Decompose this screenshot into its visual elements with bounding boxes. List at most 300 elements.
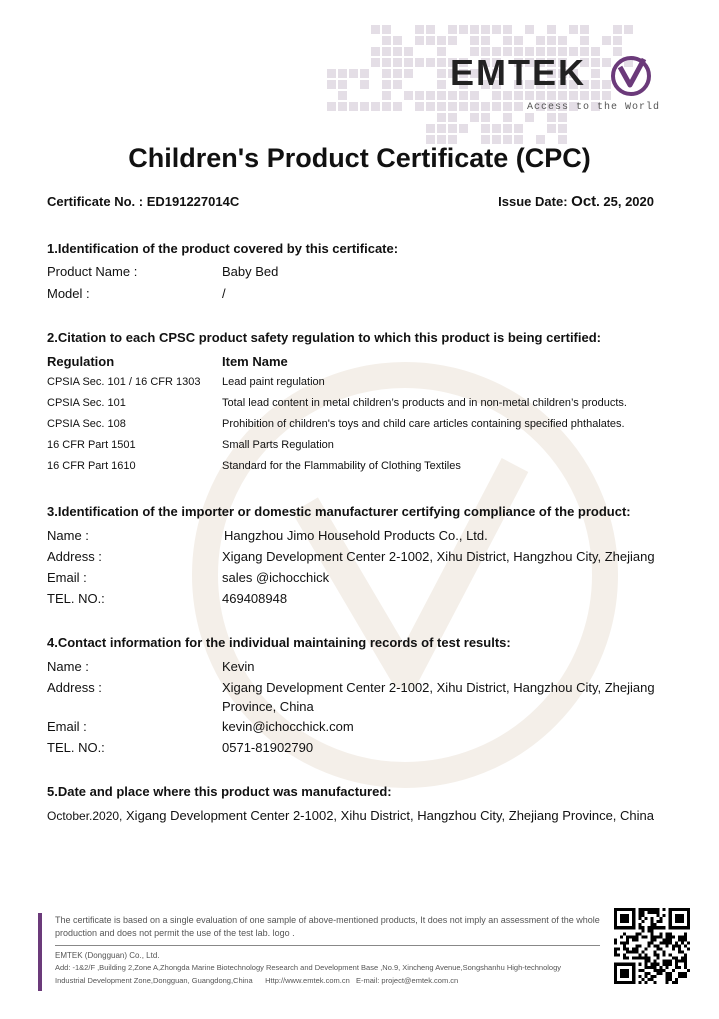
map-dot	[393, 69, 402, 78]
qr-module	[635, 948, 638, 951]
map-dot	[492, 25, 501, 34]
qr-module	[644, 966, 647, 969]
qr-module	[647, 978, 650, 981]
section2-heading: 2.Citation to each CPSC product safety regulation to which this product is being certified:	[47, 330, 601, 345]
map-dot	[481, 124, 490, 133]
manufacture-place: Xigang Development Center 2-1002, Xihu District, Hangzhou City, Zhejiang Province, China	[126, 808, 654, 823]
map-dot	[481, 25, 490, 34]
map-dot	[448, 113, 457, 122]
qr-module	[684, 957, 687, 960]
qr-module	[638, 957, 641, 960]
qr-module	[657, 969, 660, 972]
qr-module	[654, 966, 657, 969]
map-dot	[470, 102, 479, 111]
qr-module	[650, 917, 653, 920]
qr-module	[657, 963, 660, 966]
map-dot	[558, 36, 567, 45]
qr-module	[675, 981, 678, 984]
qr-module	[641, 951, 644, 954]
map-dot	[338, 91, 347, 100]
map-dot	[382, 47, 391, 56]
qr-module	[669, 954, 672, 957]
importer-email-label: Email :	[47, 570, 87, 585]
qr-module	[678, 960, 681, 963]
item-name-cell: Lead paint regulation	[222, 376, 325, 388]
qr-module	[638, 911, 641, 914]
page-title: Children's Product Certificate (CPC)	[128, 143, 591, 173]
map-dot	[613, 36, 622, 45]
contact-name-label: Name :	[47, 659, 89, 674]
qr-module	[678, 972, 681, 975]
certificate-number-label: Certificate No. :	[47, 194, 144, 209]
map-dot	[580, 36, 589, 45]
qr-module	[675, 963, 678, 966]
qr-module	[684, 944, 687, 947]
qr-module	[644, 972, 647, 975]
qr-module	[641, 929, 644, 932]
map-dot	[547, 25, 556, 34]
qr-module	[641, 935, 644, 938]
qr-module	[638, 926, 641, 929]
qr-module	[666, 975, 669, 978]
qr-module	[638, 917, 641, 920]
importer-tel-value: 469408948	[222, 591, 288, 606]
qr-module	[660, 948, 663, 951]
importer-email-value: sales @ichocchick	[222, 570, 330, 585]
map-dot	[525, 25, 534, 34]
qr-module	[660, 966, 663, 969]
map-dot	[404, 91, 413, 100]
qr-module	[675, 966, 678, 969]
qr-module	[638, 954, 641, 957]
qr-module	[641, 926, 644, 929]
map-dot	[415, 25, 424, 34]
map-dot	[624, 25, 633, 34]
map-dot	[470, 113, 479, 122]
qr-module	[650, 966, 653, 969]
qr-module	[669, 978, 672, 981]
importer-address-value: Xigang Development Center 2-1002, Xihu District, Hangzhou City, Zhejiang	[222, 549, 655, 564]
qr-module	[657, 954, 660, 957]
qr-module	[614, 954, 617, 957]
qr-module	[654, 911, 657, 914]
map-dot	[448, 25, 457, 34]
qr-module	[684, 966, 687, 969]
qr-module	[632, 935, 635, 938]
map-dot	[536, 36, 545, 45]
qr-module	[635, 957, 638, 960]
map-dot	[580, 25, 589, 34]
qr-module	[626, 938, 629, 941]
map-dot	[470, 36, 479, 45]
qr-module	[678, 951, 681, 954]
qr-module	[635, 944, 638, 947]
map-dot	[327, 69, 336, 78]
qr-module	[657, 911, 660, 914]
map-dot	[481, 113, 490, 122]
map-dot	[503, 102, 512, 111]
map-dot	[459, 124, 468, 133]
qr-module	[623, 954, 626, 957]
qr-module	[632, 948, 635, 951]
qr-module	[650, 941, 653, 944]
issue-date	[498, 193, 654, 210]
tagline: Access to the World	[527, 102, 661, 113]
map-dot	[481, 36, 490, 45]
map-dot	[371, 47, 380, 56]
issue-date-rest: . 25, 2020	[596, 194, 654, 209]
certificate-number-value: ED191227014C	[146, 194, 240, 209]
map-dot	[470, 25, 479, 34]
map-dot	[459, 25, 468, 34]
qr-module	[669, 932, 672, 935]
map-dot	[404, 69, 413, 78]
qr-module	[638, 932, 641, 935]
qr-module	[632, 957, 635, 960]
qr-module	[657, 908, 660, 911]
qr-module	[678, 975, 681, 978]
qr-module	[644, 917, 647, 920]
map-dot	[415, 58, 424, 67]
qr-module	[632, 938, 635, 941]
qr-module	[641, 914, 644, 917]
map-dot	[437, 58, 446, 67]
map-dot	[393, 102, 402, 111]
qr-module	[617, 948, 620, 951]
map-dot	[426, 58, 435, 67]
contact-tel-label: TEL. NO.:	[47, 740, 105, 755]
map-dot	[437, 80, 446, 89]
map-dot	[382, 58, 391, 67]
qr-module	[660, 935, 663, 938]
qr-module	[650, 978, 653, 981]
qr-module	[666, 944, 669, 947]
qr-module	[660, 969, 663, 972]
importer-tel-label: TEL. NO.:	[47, 591, 105, 606]
regulation-cell: CPSIA Sec. 108	[47, 418, 126, 430]
qr-module	[654, 923, 657, 926]
qr-module	[678, 944, 681, 947]
qr-module	[669, 935, 672, 938]
qr-module	[647, 908, 650, 911]
qr-module	[635, 935, 638, 938]
footer-accent-bar	[38, 913, 42, 991]
qr-module	[650, 911, 653, 914]
qr-module	[626, 941, 629, 944]
qr-module	[684, 954, 687, 957]
qr-module	[687, 969, 690, 972]
item-name-column-header: Item Name	[222, 354, 288, 369]
qr-module	[644, 960, 647, 963]
qr-module	[641, 908, 644, 911]
qr-module	[623, 948, 626, 951]
map-dot	[426, 36, 435, 45]
qr-module	[672, 935, 675, 938]
qr-module	[657, 957, 660, 960]
qr-module	[669, 975, 672, 978]
qr-module	[614, 938, 617, 941]
qr-module	[675, 960, 678, 963]
qr-module	[650, 932, 653, 935]
qr-module	[666, 963, 669, 966]
map-dot	[547, 113, 556, 122]
map-dot	[426, 102, 435, 111]
map-dot	[547, 124, 556, 133]
qr-module	[684, 972, 687, 975]
item-name-cell: Standard for the Flammability of Clothing Textiles	[222, 460, 461, 472]
importer-address-label: Address :	[47, 549, 102, 564]
qr-module	[669, 963, 672, 966]
footer-disclaimer-line1: The certificate is based on a single evaluation of one sample of above-mentioned products, It does not imply an assessment of the whole	[55, 915, 600, 925]
qr-module	[684, 963, 687, 966]
qr-module	[675, 957, 678, 960]
qr-module	[614, 948, 617, 951]
qr-module	[657, 914, 660, 917]
qr-module	[641, 978, 644, 981]
map-dot	[503, 36, 512, 45]
qr-module	[666, 966, 669, 969]
map-dot	[393, 58, 402, 67]
map-dot	[360, 69, 369, 78]
qr-module	[650, 975, 653, 978]
qr-module	[666, 978, 669, 981]
map-dot	[602, 36, 611, 45]
qr-module	[666, 938, 669, 941]
map-dot	[492, 102, 501, 111]
qr-module	[654, 960, 657, 963]
qr-module	[672, 948, 675, 951]
model-label: Model :	[47, 286, 90, 301]
map-dot	[437, 36, 446, 45]
map-dot	[437, 91, 446, 100]
map-dot	[514, 102, 523, 111]
map-dot	[569, 25, 578, 34]
qr-module	[678, 966, 681, 969]
qr-module	[669, 972, 672, 975]
qr-module	[638, 963, 641, 966]
qr-module	[644, 948, 647, 951]
map-dot	[382, 91, 391, 100]
item-name-cell: Prohibition of children's toys and child care articles containing specified phthalates.	[222, 418, 625, 430]
qr-module	[681, 938, 684, 941]
qr-module	[681, 957, 684, 960]
qr-module	[647, 957, 650, 960]
map-dot	[360, 80, 369, 89]
qr-module	[684, 935, 687, 938]
map-dot	[382, 80, 391, 89]
map-dot	[404, 58, 413, 67]
qr-code	[614, 908, 690, 984]
qr-module	[660, 920, 663, 923]
map-dot	[404, 47, 413, 56]
regulation-column-header: Regulation	[47, 354, 115, 369]
regulation-cell: 16 CFR Part 1610	[47, 460, 136, 472]
qr-module	[678, 938, 681, 941]
qr-module	[666, 972, 669, 975]
qr-module	[626, 948, 629, 951]
footer-address-line1: Add: -1&2/F ,Building 2,Zone A,Zhongda Marine Biotechnology Research and Development Base ,No.9, Xincheng Avenue,Songshanhu High-technology	[55, 963, 562, 972]
qr-module	[675, 944, 678, 947]
map-dot	[437, 113, 446, 122]
qr-module	[654, 981, 657, 984]
map-dot	[349, 102, 358, 111]
importer-name-label: Name :	[47, 528, 89, 543]
map-dot	[591, 80, 600, 89]
qr-module	[641, 957, 644, 960]
qr-module	[663, 914, 666, 917]
map-dot	[426, 124, 435, 133]
qr-module	[644, 954, 647, 957]
qr-module	[663, 969, 666, 972]
importer-name-value: Hangzhou Jimo Household Products Co., Ltd.	[224, 528, 488, 543]
qr-module	[654, 969, 657, 972]
qr-module	[638, 944, 641, 947]
map-dot	[459, 102, 468, 111]
qr-module	[638, 908, 641, 911]
qr-finder	[620, 914, 629, 923]
map-dot	[591, 91, 600, 100]
qr-module	[638, 969, 641, 972]
map-dot	[448, 102, 457, 111]
qr-module	[647, 929, 650, 932]
qr-module	[654, 951, 657, 954]
qr-module	[660, 932, 663, 935]
qr-module	[672, 969, 675, 972]
qr-module	[663, 938, 666, 941]
regulation-cell: 16 CFR Part 1501	[47, 439, 136, 451]
qr-module	[681, 975, 684, 978]
qr-module	[684, 932, 687, 935]
qr-module	[647, 966, 650, 969]
qr-module	[666, 932, 669, 935]
qr-module	[663, 963, 666, 966]
qr-module	[681, 951, 684, 954]
footer-divider	[55, 945, 600, 946]
map-dot	[503, 25, 512, 34]
map-dot	[503, 113, 512, 122]
qr-module	[681, 972, 684, 975]
qr-module	[620, 935, 623, 938]
map-dot	[349, 69, 358, 78]
map-dot	[382, 102, 391, 111]
qr-module	[647, 911, 650, 914]
qr-module	[635, 932, 638, 935]
section3-heading: 3.Identification of the importer or domestic manufacturer certifying compliance of the product:	[47, 504, 631, 519]
map-dot	[327, 80, 336, 89]
qr-module	[663, 926, 666, 929]
contact-name-value: Kevin	[222, 659, 255, 674]
qr-module	[641, 969, 644, 972]
qr-module	[657, 935, 660, 938]
emtek-logo-icon	[606, 55, 656, 97]
product-name-label: Product Name :	[47, 264, 138, 279]
qr-module	[623, 932, 626, 935]
product-name-value: Baby Bed	[222, 264, 279, 279]
map-dot	[338, 102, 347, 111]
map-dot	[481, 102, 490, 111]
qr-module	[684, 938, 687, 941]
qr-module	[681, 935, 684, 938]
qr-module	[669, 938, 672, 941]
qr-module	[650, 923, 653, 926]
qr-module	[684, 975, 687, 978]
contact-address-line2: Province, China	[222, 699, 314, 714]
contact-address-label: Address :	[47, 680, 102, 695]
contact-address-line1: Xigang Development Center 2-1002, Xihu District, Hangzhou City, Zhejiang	[222, 680, 655, 695]
map-dot	[415, 36, 424, 45]
qr-module	[629, 935, 632, 938]
qr-module	[638, 975, 641, 978]
qr-module	[681, 941, 684, 944]
map-dot	[393, 80, 402, 89]
qr-module	[684, 960, 687, 963]
contact-tel-value: 0571-81902790	[222, 740, 314, 755]
qr-module	[654, 908, 657, 911]
map-dot	[558, 124, 567, 133]
qr-module	[654, 935, 657, 938]
map-dot	[547, 36, 556, 45]
map-dot	[393, 47, 402, 56]
map-dot	[514, 124, 523, 133]
qr-module	[660, 926, 663, 929]
qr-module	[614, 941, 617, 944]
qr-module	[623, 957, 626, 960]
qr-module	[687, 948, 690, 951]
map-dot	[415, 102, 424, 111]
qr-module	[663, 951, 666, 954]
qr-module	[654, 944, 657, 947]
qr-finder	[675, 914, 684, 923]
qr-module	[654, 926, 657, 929]
section4-heading: 4.Contact information for the individual maintaining records of test results:	[47, 635, 511, 650]
qr-module	[669, 960, 672, 963]
map-dot	[514, 36, 523, 45]
qr-module	[663, 960, 666, 963]
qr-module	[675, 978, 678, 981]
map-dot	[382, 69, 391, 78]
map-dot	[415, 91, 424, 100]
qr-module	[617, 954, 620, 957]
map-dot	[426, 25, 435, 34]
qr-module	[663, 908, 666, 911]
qr-module	[644, 963, 647, 966]
qr-module	[614, 951, 617, 954]
qr-module	[629, 951, 632, 954]
qr-module	[647, 972, 650, 975]
map-dot	[327, 102, 336, 111]
qr-module	[644, 935, 647, 938]
qr-module	[687, 941, 690, 944]
qr-module	[623, 944, 626, 947]
emtek-logo-text: EMTEK	[450, 52, 586, 93]
qr-module	[638, 914, 641, 917]
qr-module	[666, 981, 669, 984]
issue-date-month: Oct	[571, 193, 597, 210]
qr-module	[647, 941, 650, 944]
certificate-number	[47, 194, 239, 209]
item-name-cell: Total lead content in metal children’s products and in non-metal children’s products.	[222, 397, 627, 409]
regulation-cell: CPSIA Sec. 101 / 16 CFR 1303	[47, 376, 201, 388]
contact-email-value: kevin@ichocchick.com	[222, 719, 354, 734]
map-dot	[338, 80, 347, 89]
contact-email-label: Email :	[47, 719, 87, 734]
qr-module	[650, 920, 653, 923]
qr-module	[657, 972, 660, 975]
item-name-cell: Small Parts Regulation	[222, 439, 334, 451]
qr-module	[678, 948, 681, 951]
qr-module	[681, 960, 684, 963]
qr-module	[638, 923, 641, 926]
